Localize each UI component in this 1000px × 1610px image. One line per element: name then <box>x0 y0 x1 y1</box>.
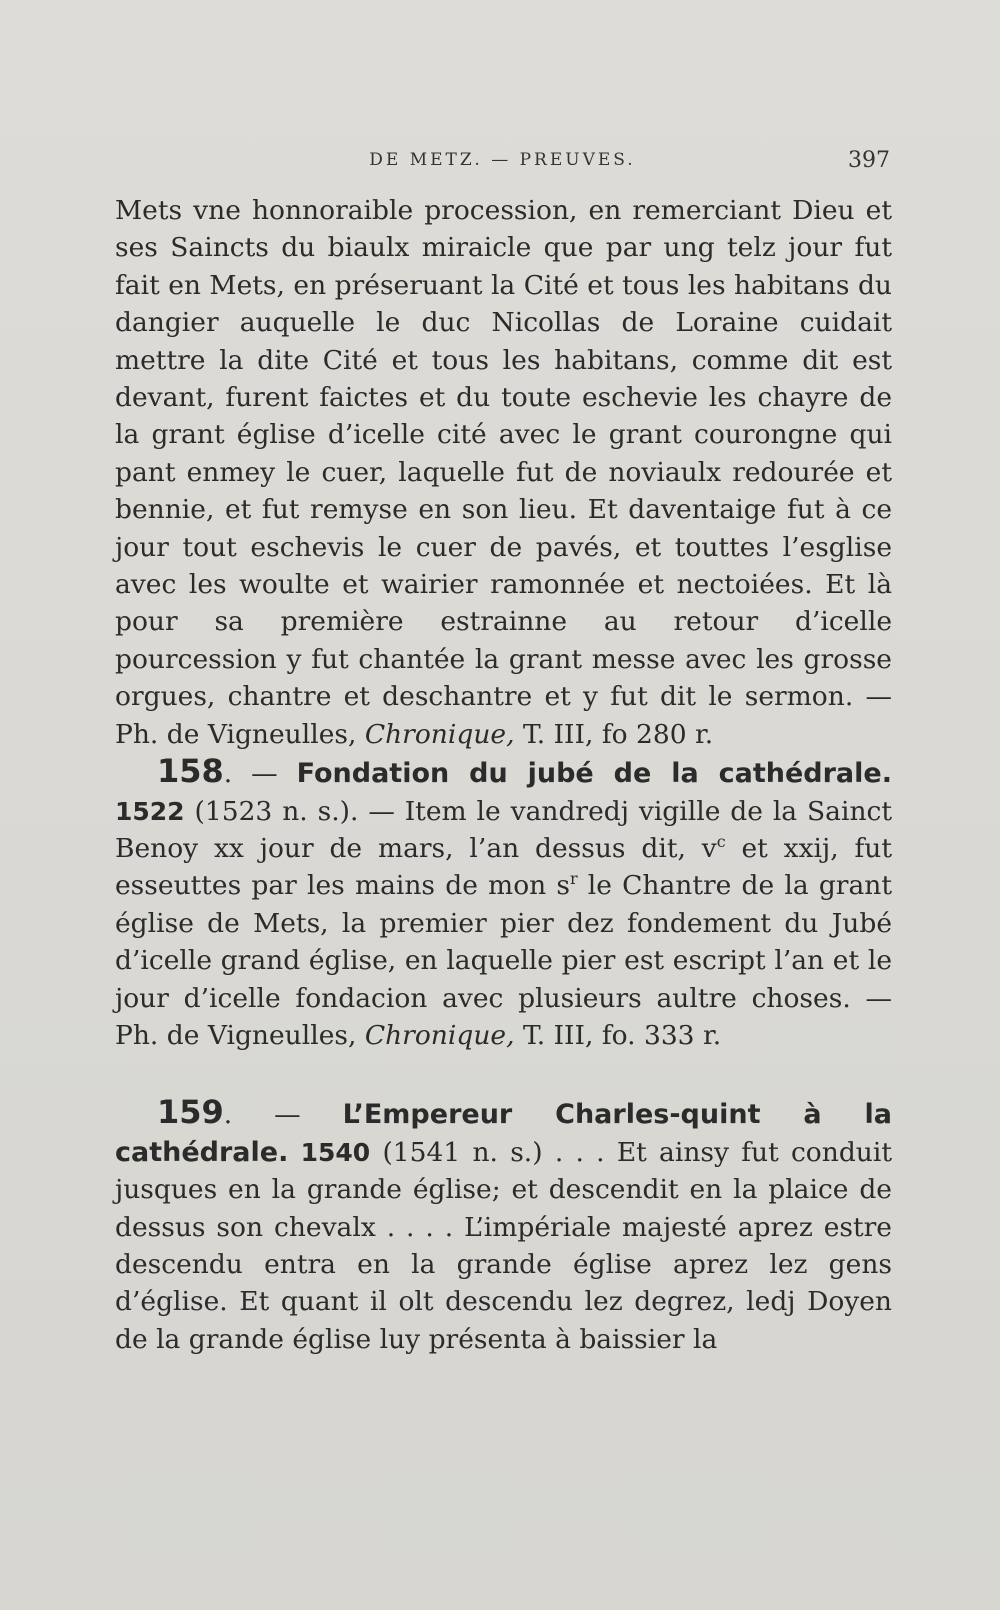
entry-date-ns: (1523 n. s.). <box>194 795 359 827</box>
source-reference: T. III, fo 280 r. <box>522 718 714 750</box>
superscript: c <box>716 832 726 852</box>
paragraph-text: Mets vne honnoraible procession, en remerciant Dieu et ses Saincts du biaulx miraicle que par ung telz jour fut fait en Mets, en préseruant la Cité et tous les habitans du dangier auquelle le duc Nicollas de Loraine cuidait mettre la dite Cité et tous les habitans, comme dit est devant, furent faictes et du toute eschevie les chayre de la grant église d’icelle cité avec le grant courongne qui pant enmey le cuer, laquelle fut de noviaulx redourée et bennie, et fut remyse en son lieu. Et daventaige fut à ce jour tout eschevis le cuer de pavés, et touttes l’esglise avec les woulte et wairier ramonnée et nectoiées. Et là pour sa première estrainne au retour d’icelle pourcession y fut chantée la grant messe avec les grosse orgues, chantre et deschantre et y fut dit le sermon. — Ph. de Vigneulles, <box>115 195 892 750</box>
entry-text-end: le Chantre de la grant église de Mets, la premier pier dez fondement du Jubé d’icelle grand église, en laquelle pier est escript l’an et le jour d’icelle fondacion avec plusieurs aultre choses. — Ph. de Vigneulles, <box>115 870 892 1051</box>
entry-date: 1540 <box>300 1137 371 1167</box>
page-number: 397 <box>848 148 890 173</box>
entry-number: 159 <box>157 1093 224 1132</box>
running-head-title: DE METZ. — PREUVES. <box>369 150 636 170</box>
entry-text: — Item le vandredj vigille de la Sainct Benoy xx jour de mars, l’an dessus dit, v <box>115 795 893 864</box>
entry-159 <box>115 1094 892 1358</box>
source-work-title: Chronique, <box>364 718 515 750</box>
running-head <box>115 150 890 180</box>
entry-text: . . . Et ainsy fut conduit jusques en la grande église; et descendit en la plaice de dessus son chevalx . . . . L’impériale majesté aprez estre descendu entra en la grande église aprez lez gens d’église. Et quant il olt descendu lez degrez, ledj Doyen de la grande église luy présenta à baissier la <box>115 1136 892 1355</box>
entry-heading: L’Empereur Charles-quint à la cathédrale. <box>115 1099 892 1168</box>
source-work-title: Chronique, <box>364 1019 515 1051</box>
superscript: r <box>570 869 578 889</box>
source-reference: T. III, fo. 333 r. <box>522 1019 722 1051</box>
entry-dash: . — <box>223 758 278 790</box>
entry-dash: . — <box>223 1099 301 1131</box>
entry-text-cont: et xxij, fut esseuttes par les mains de mon s <box>115 832 892 902</box>
entry-date-ns: (1541 n. s.) <box>382 1136 543 1168</box>
entry-heading: Fondation du jubé de la cathédrale. <box>296 758 892 790</box>
opening-paragraph <box>115 192 892 753</box>
body-text <box>115 192 892 1358</box>
entry-date: 1522 <box>115 796 185 826</box>
entry-number: 158 <box>157 752 224 791</box>
entry-158 <box>115 753 892 1054</box>
